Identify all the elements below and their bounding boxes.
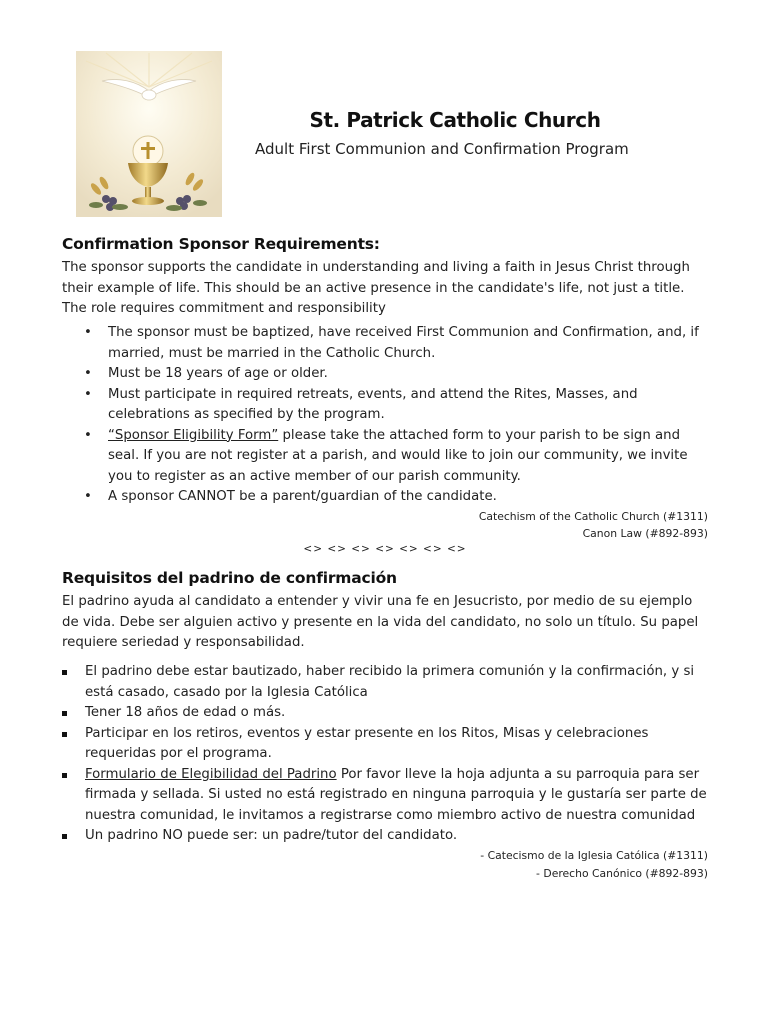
spanish-intro: El padrino ayuda al candidato a entender y vivir una fe en Jesucristo, por medio de su ejemplo de vida. Debe ser alguien activo y presente en la vida del candidato, no solo un título. Su papel requiere seriedad y responsabilidad. <box>62 594 699 650</box>
page-subtitle: Adult First Communion and Confirmation Program <box>255 140 629 158</box>
list-item: • Must participate in required retreats, events, and attend the Rites, Masses, and celebrations as specified by the program. <box>62 385 712 426</box>
form-instructions: Por favor lleve la hoja adjunta a su parroquia para ser firmada y sellada. Si usted no está registrado en ninguna parroquia y le gustaría ser parte de nuestra comunidad, le invitamos a registrarse como miembro activo de nuestra comunidad <box>85 766 707 823</box>
list-item <box>62 426 712 488</box>
list-item: • A sponsor CANNOT be a parent/guardian of the candidate. <box>62 487 712 508</box>
english-section-heading: Confirmation Sponsor Requirements: <box>62 235 380 253</box>
communion-chalice-dove-icon <box>76 51 222 217</box>
section-divider: <> <> <> <> <> <> <> <box>303 543 467 555</box>
list-item: • The sponsor must be baptized, have received First Communion and Confirmation, and, if married, must be married in the Catholic Church. <box>62 323 712 364</box>
spanish-section-heading: Requisitos del padrino de confirmación <box>62 569 397 587</box>
list-item: Participar en los retiros, eventos y estar presente en los Ritos, Misas y celebraciones requeridas por el programa. <box>62 724 712 765</box>
sponsor-eligibility-form-link[interactable]: “Sponsor Eligibility Form” <box>108 427 279 443</box>
citation-canon-law: Canon Law (#892-893) <box>582 527 708 540</box>
form-instructions: please take the attached form to your parish to be sign and seal. If you are not register at a parish, and would like to join our community, we invite you to register as an active member of our parish community. <box>108 427 688 484</box>
list-item: El padrino debe estar bautizado, haber recibido la primera comunión y la confirmación, y si está casado, casado por la Iglesia Católica <box>62 662 712 703</box>
english-requirements-list <box>62 323 712 508</box>
spanish-requirements-list <box>62 662 712 847</box>
citation-catechism: Catechism of the Catholic Church (#1311) <box>478 510 708 523</box>
citation-derecho-canonico: - Derecho Canónico (#892-893) <box>536 867 708 880</box>
list-item <box>62 765 712 827</box>
list-item: Tener 18 años de edad o más. <box>62 703 712 724</box>
list-item: Un padrino NO puede ser: un padre/tutor del candidato. <box>62 826 712 847</box>
list-item: • Must be 18 years of age or older. <box>62 364 712 385</box>
citation-catecismo: - Catecismo de la Iglesia Católica (#1311) <box>480 849 708 862</box>
formulario-elegibilidad-link[interactable]: Formulario de Elegibilidad del Padrino <box>85 766 337 782</box>
english-intro: The sponsor supports the candidate in understanding and living a faith in Jesus Christ through their example of life. This should be an active presence in the candidate's life, not just a title. The role requires commitment and responsibility <box>62 260 690 316</box>
page-title: St. Patrick Catholic Church <box>309 108 601 132</box>
